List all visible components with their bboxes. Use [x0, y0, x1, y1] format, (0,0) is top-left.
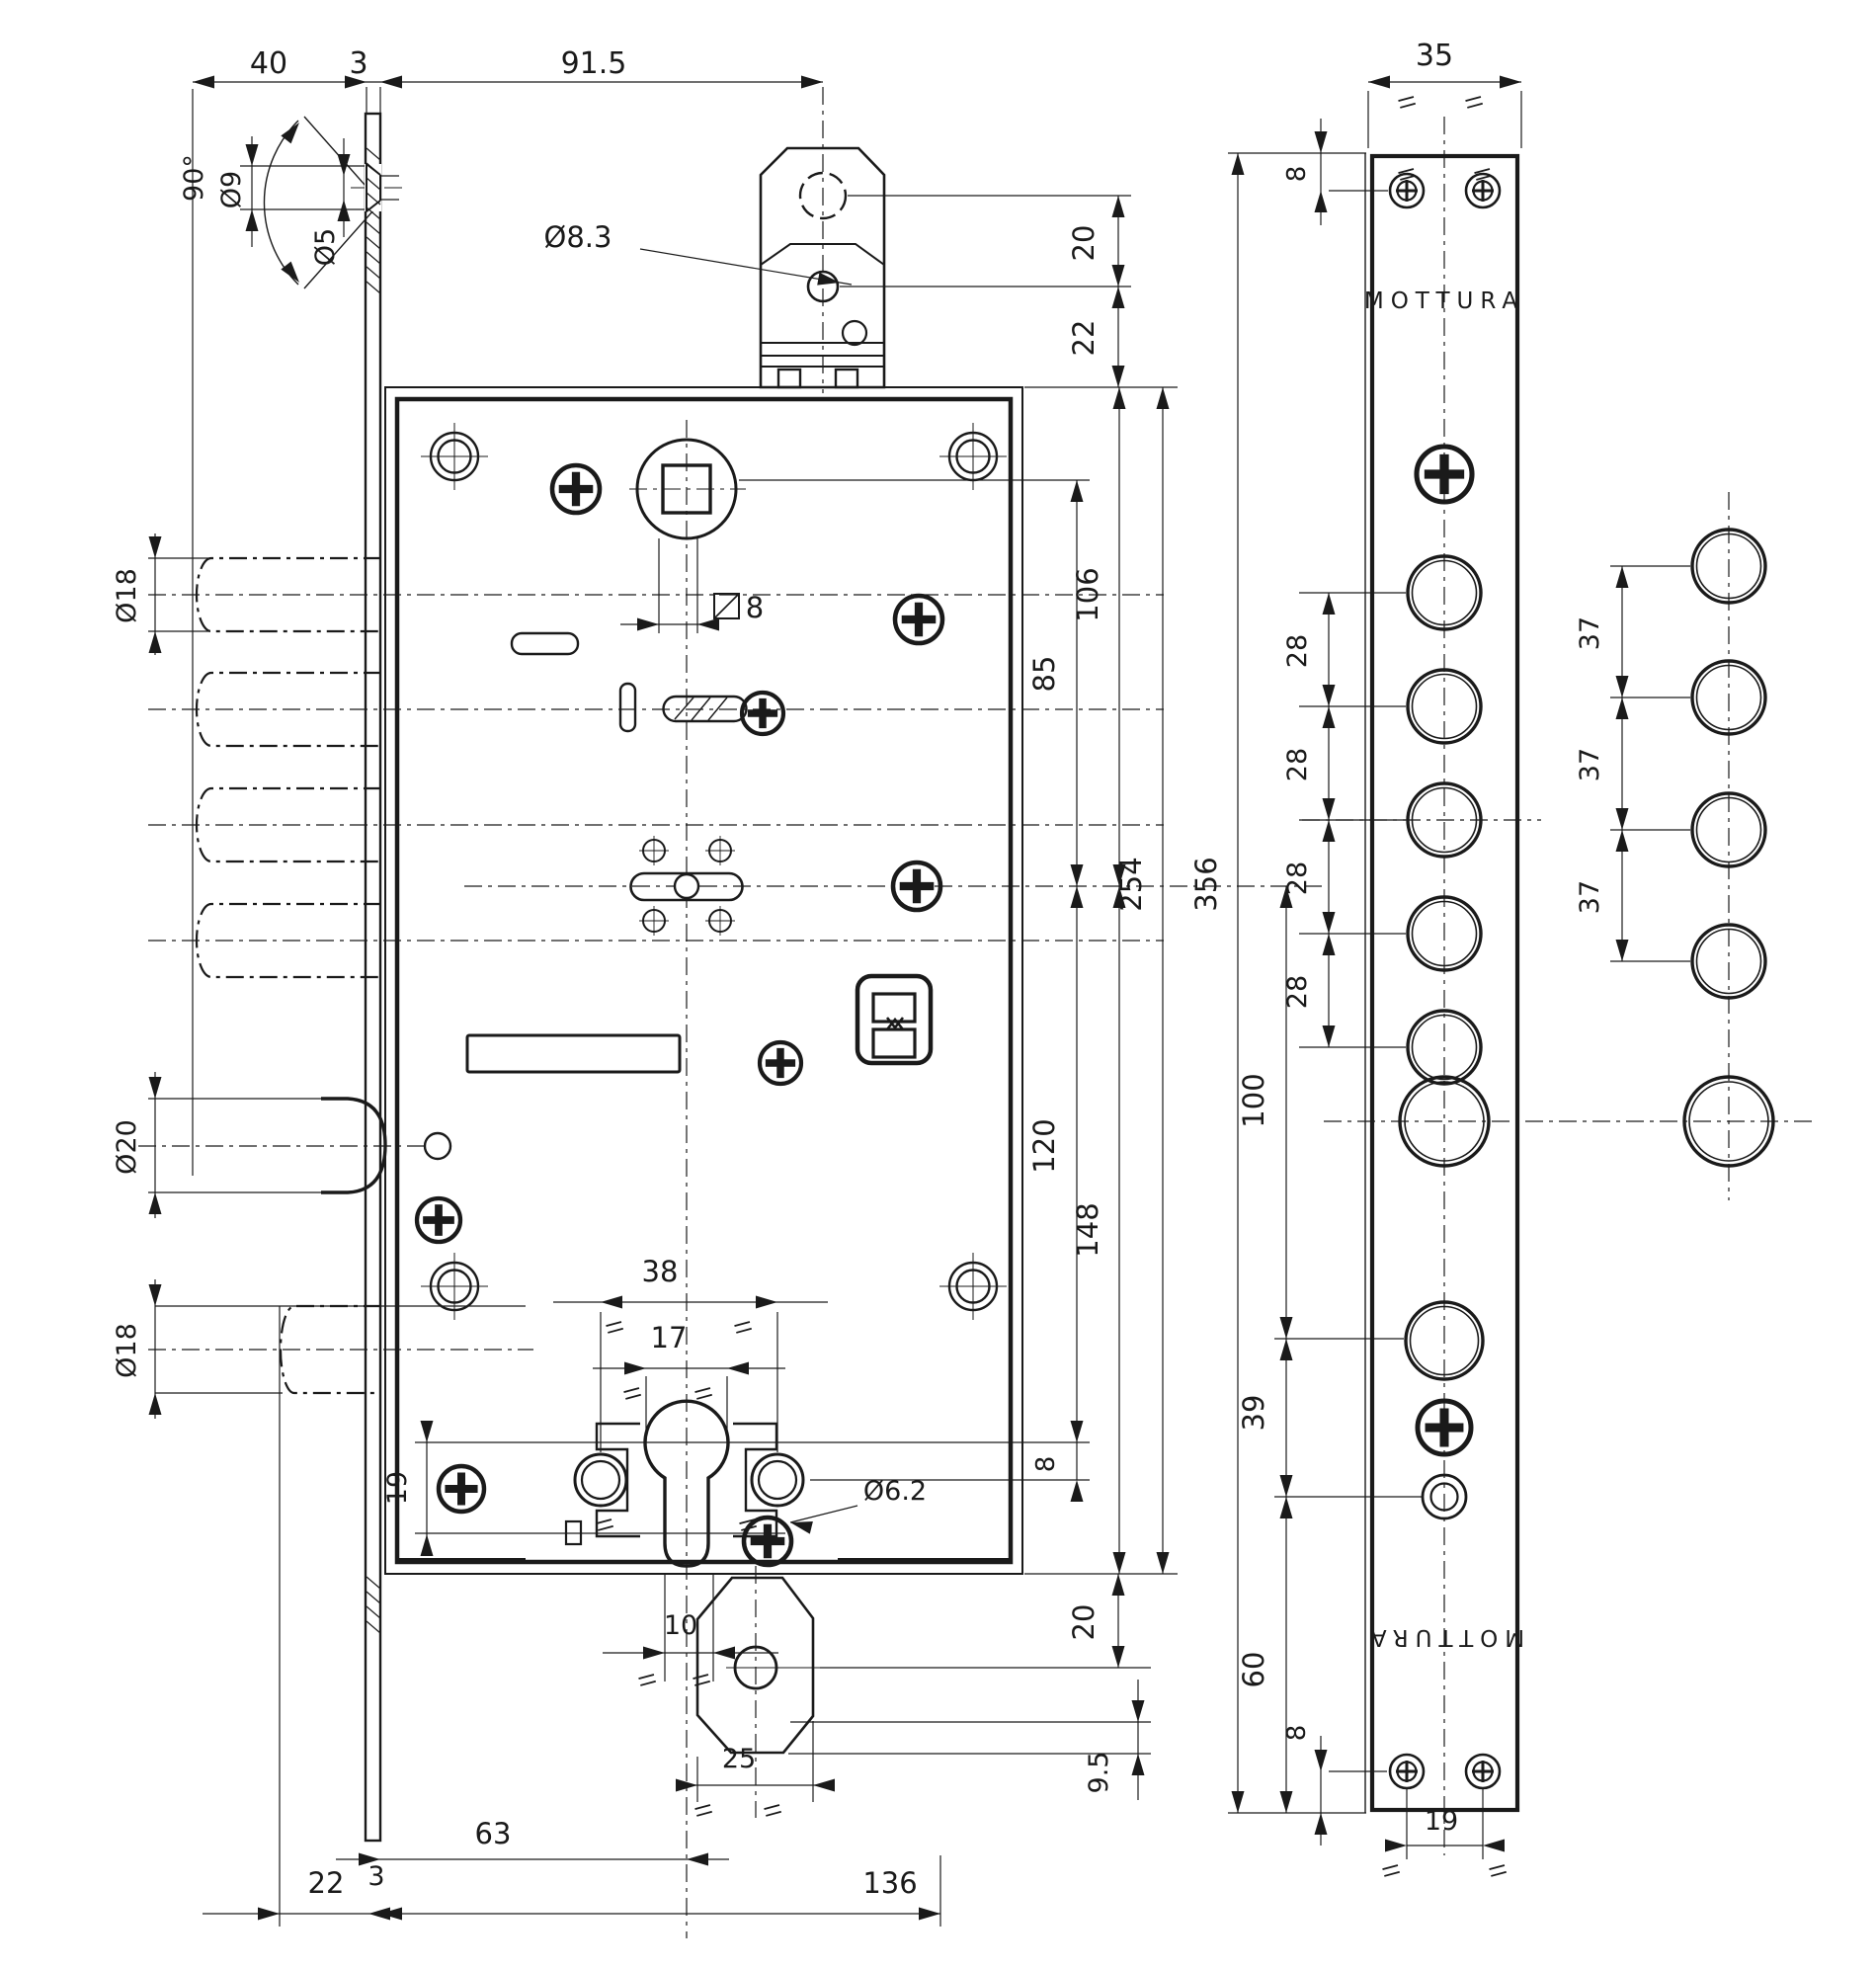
equal-tick-line	[1384, 1872, 1399, 1876]
dimension-arrow	[1112, 1646, 1125, 1668]
dimension-arrow	[624, 1362, 646, 1375]
dimension-arrow	[1323, 934, 1336, 955]
hatch-line	[367, 222, 380, 234]
hatch-line	[367, 252, 380, 264]
dimension-arrow	[1323, 593, 1336, 615]
hatch-line	[367, 1592, 380, 1603]
dim-label-18: Ø18	[112, 568, 142, 623]
equal-tick-line	[696, 1395, 711, 1399]
hatch-line	[367, 1606, 380, 1618]
dimension-arrow	[1071, 864, 1084, 886]
dimension-arrow	[1112, 287, 1125, 308]
equal-tick-line	[625, 1395, 640, 1399]
dimension-arrow	[1132, 1754, 1145, 1775]
dimension-arrow	[1280, 1339, 1293, 1360]
dimension-arrow	[1280, 1791, 1293, 1813]
equal-tick	[596, 1519, 612, 1530]
equal-tick-line	[734, 1322, 749, 1326]
dimension-arrow	[801, 76, 823, 89]
equal-tick-line	[1491, 1872, 1506, 1876]
dim-label-254: 254	[1114, 857, 1148, 912]
dim-label-63: 63	[474, 1817, 512, 1850]
dimension-arrow	[149, 631, 162, 653]
dimension-arrow	[727, 1362, 749, 1375]
drawing-rect	[873, 994, 915, 1022]
dimension-arrow	[1112, 265, 1125, 287]
dimension-arrow	[1112, 366, 1125, 387]
dim-label-35: 35	[1415, 39, 1454, 73]
equal-tick-line	[1476, 176, 1491, 180]
dimension-arrow	[1280, 1497, 1293, 1518]
dimension-arrow	[338, 200, 351, 221]
dim-label-8: 8	[1031, 1455, 1061, 1473]
dimension-arrow	[1315, 191, 1328, 212]
square-symbol-slash	[714, 594, 739, 618]
equal-tick	[693, 1675, 709, 1685]
dim-label-38: 38	[641, 1255, 679, 1288]
equal-tick-line	[608, 1329, 622, 1333]
dimension-arrow	[149, 536, 162, 558]
dim-label-MOTTURA: MOTTURA	[1363, 288, 1525, 314]
dimension-arrow	[421, 1421, 434, 1442]
drawing-circle	[425, 1133, 450, 1159]
hatch-line	[367, 282, 380, 293]
dim-label-18: Ø18	[112, 1323, 142, 1378]
drawing-rect	[467, 1035, 680, 1072]
dimension-arrow	[1616, 830, 1629, 852]
drawing-circle	[759, 1461, 796, 1499]
equal-tick-line	[1465, 97, 1480, 101]
dim-label-39: 39	[1237, 1394, 1270, 1432]
dimension-arrow	[1616, 697, 1629, 719]
equal-tick	[734, 1322, 751, 1333]
equal-tick-line	[696, 1812, 711, 1816]
dim-label-MOTTURA: MOTTURA	[1363, 1624, 1525, 1650]
equal-tick-line	[1398, 169, 1413, 173]
dimension-arrow	[380, 76, 402, 89]
drawing-line	[790, 1506, 857, 1522]
dim-label-28: 28	[1282, 974, 1313, 1010]
dim-label-8: 8	[1282, 165, 1312, 183]
dimension-arrow	[1071, 480, 1084, 502]
dimension-arrow	[1071, 886, 1084, 908]
dimension-arrow	[246, 209, 259, 231]
drawing-rect	[512, 633, 578, 654]
dimension-arrow	[1483, 1840, 1505, 1852]
dim-label-85: 85	[1027, 655, 1061, 693]
dimension-arrow	[149, 1077, 162, 1099]
dimension-arrow	[380, 1908, 402, 1921]
dimension-arrow	[1071, 1421, 1084, 1442]
equal-tick	[638, 1675, 655, 1685]
equal-tick	[1382, 1865, 1399, 1876]
dimension-arrow	[601, 1296, 622, 1309]
dim-label-60: 60	[1237, 1651, 1270, 1688]
dim-label-8: 8	[1282, 1724, 1312, 1742]
dimension-arrow	[421, 1534, 434, 1556]
dimension-arrow	[713, 1647, 735, 1660]
dimension-arrow	[1315, 131, 1328, 153]
dimension-arrow	[1500, 76, 1521, 89]
dimension-arrow	[1616, 940, 1629, 961]
dimension-arrow	[1113, 1552, 1126, 1574]
dim-label-37: 37	[1575, 879, 1605, 915]
wm-glyph	[887, 1018, 903, 1029]
equal-tick-line	[1467, 104, 1482, 108]
drawing-rect	[778, 369, 800, 387]
dim-label-3: 3	[367, 1861, 385, 1892]
hatch-line	[367, 1577, 380, 1589]
equal-tick-line	[596, 1519, 611, 1523]
equal-tick-line	[1489, 1865, 1504, 1869]
drawing-circle	[843, 321, 866, 345]
equal-tick-line	[1400, 176, 1415, 180]
dimension-arrow	[1368, 76, 1390, 89]
dimension-arrow	[149, 1192, 162, 1214]
equal-tick	[1489, 1865, 1506, 1876]
dimension-arrow	[258, 1908, 280, 1921]
dim-label-22: 22	[307, 1866, 345, 1900]
dimension-arrow	[1323, 798, 1336, 820]
equal-tick-line	[1474, 169, 1489, 173]
dim-label-90: 90°	[179, 154, 209, 202]
dimension-arrow	[1315, 1813, 1328, 1835]
hatch-line	[367, 1621, 380, 1633]
dimension-arrow	[687, 1853, 708, 1866]
equal-tick-line	[736, 1329, 751, 1333]
equal-tick	[606, 1322, 622, 1333]
dim-label-100: 100	[1237, 1073, 1270, 1128]
hatch-line	[367, 237, 380, 249]
equal-tick	[764, 1805, 780, 1816]
dimension-arrow	[1385, 1840, 1407, 1852]
dimension-arrow	[643, 1647, 665, 1660]
dim-label-148: 148	[1071, 1202, 1104, 1258]
equal-tick-line	[623, 1388, 638, 1392]
dimension-arrow	[1323, 685, 1336, 706]
dimension-arrow	[1232, 153, 1245, 175]
dimension-arrow	[1323, 820, 1336, 842]
drawing-rect	[873, 1029, 915, 1057]
dimension-arrow	[338, 154, 351, 176]
dim-label-9: Ø9	[216, 170, 247, 209]
dimension-arrow	[756, 1296, 777, 1309]
dimension-arrow	[246, 144, 259, 166]
equal-tick-line	[694, 1805, 709, 1809]
dimension-arrow	[1157, 1552, 1170, 1574]
dimension-arrow	[1071, 1480, 1084, 1502]
drawing-rect	[397, 399, 1011, 1562]
dimension-arrow	[1315, 1750, 1328, 1771]
dim-label-5: Ø5	[310, 227, 341, 267]
equal-tick-line	[1382, 1865, 1397, 1869]
dim-label-91.5: 91.5	[560, 46, 627, 81]
equal-tick	[1398, 97, 1415, 108]
angle-arc	[264, 121, 298, 285]
dim-label-106: 106	[1071, 567, 1104, 622]
dim-label-8: 8	[745, 591, 765, 624]
dim-label-37: 37	[1575, 747, 1605, 782]
dimension-arrow	[1616, 676, 1629, 697]
dimension-arrow	[1113, 387, 1126, 409]
drawing-rect	[620, 684, 635, 731]
equal-tick-line	[598, 1526, 612, 1530]
dimension-arrow	[1323, 912, 1336, 934]
dim-label-17: 17	[650, 1321, 688, 1354]
dimension-arrow	[281, 262, 304, 287]
dimension-arrow	[1616, 566, 1629, 588]
equal-tick-line	[1400, 104, 1415, 108]
equal-tick	[694, 1388, 711, 1399]
dimension-arrow	[697, 618, 719, 631]
equal-tick-line	[766, 1812, 780, 1816]
equal-tick-line	[638, 1675, 653, 1679]
hatch-line	[367, 148, 380, 160]
dimension-arrow	[1280, 1317, 1293, 1339]
dim-label-19: 19	[382, 1470, 413, 1506]
dimension-arrow	[813, 1779, 835, 1792]
dimension-arrow	[149, 1284, 162, 1306]
hatch-line	[367, 267, 380, 279]
dimension-arrow	[1616, 808, 1629, 830]
equal-tick-line	[1398, 97, 1413, 101]
dimension-arrow	[1323, 706, 1336, 728]
dim-label-3: 3	[349, 46, 368, 81]
dimension-arrow	[919, 1908, 940, 1921]
drawing-rect	[836, 369, 857, 387]
dimension-arrow	[1157, 387, 1170, 409]
dimension-arrow	[637, 618, 659, 631]
dimension-arrow	[1232, 1791, 1245, 1813]
dim-label-20: 20	[1067, 1603, 1101, 1641]
equal-tick	[1465, 97, 1482, 108]
dim-label-10: 10	[663, 1610, 698, 1641]
dim-label-9.5: 9.5	[1084, 1751, 1114, 1794]
dim-label-120: 120	[1027, 1118, 1061, 1174]
equal-tick-line	[764, 1805, 778, 1809]
dimension-arrow	[281, 119, 304, 143]
dimension-arrow	[1323, 1026, 1336, 1047]
dim-label-136: 136	[862, 1866, 918, 1900]
dimension-arrow	[1112, 196, 1125, 217]
equal-tick-line	[606, 1322, 620, 1326]
dim-label-40: 40	[249, 46, 288, 81]
equal-tick-line	[640, 1682, 655, 1685]
dimension-arrow	[788, 1517, 812, 1534]
dim-label-28: 28	[1282, 747, 1313, 782]
drawing-circle	[582, 1461, 619, 1499]
drawing-circle	[675, 874, 698, 898]
dim-label-356: 356	[1189, 857, 1223, 912]
dimension-arrow	[1132, 1700, 1145, 1722]
dim-label-28: 28	[1282, 861, 1313, 896]
equal-tick	[694, 1805, 711, 1816]
dimension-arrow	[1280, 1475, 1293, 1497]
dim-label-6.2: Ø6.2	[862, 1476, 928, 1507]
dim-label-19: 19	[1424, 1806, 1459, 1837]
dim-label-20: Ø20	[112, 1119, 142, 1175]
equal-tick	[623, 1388, 640, 1399]
dim-label-28: 28	[1282, 633, 1313, 669]
equal-tick-line	[693, 1675, 707, 1679]
dim-label-8.3: Ø8.3	[543, 220, 612, 254]
dimension-arrow	[193, 76, 214, 89]
equal-tick-line	[694, 1388, 709, 1392]
dim-label-37: 37	[1575, 615, 1605, 651]
dimension-arrow	[149, 1393, 162, 1415]
dim-label-20: 20	[1067, 224, 1101, 262]
dimension-arrow	[1112, 1574, 1125, 1596]
dim-label-25: 25	[721, 1744, 757, 1774]
dim-label-22: 22	[1067, 319, 1101, 357]
